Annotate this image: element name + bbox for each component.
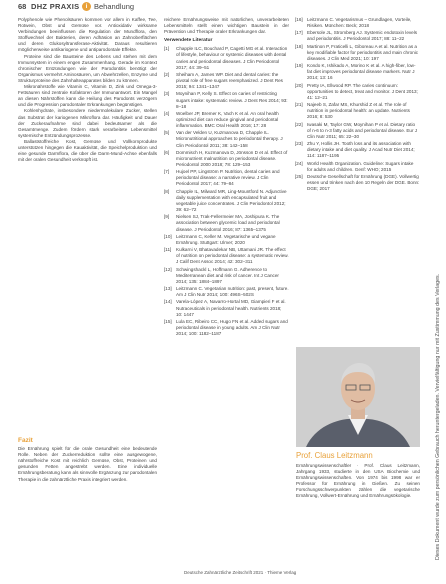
column-3 [295,17,420,193]
copyright-sidebar [427,60,441,560]
reference-item [164,319,289,337]
fazit-text: Die Ernährung spielt für die orale Gesundheit eine bedeutende Rolle. Neben der Zuckerreduktion sollte eine ausgewogene, nährstoffreiche Kost mit reichlich Gemüse, Obst, Proteinen und gesunden Fetten angestrebt werden. Eine individuelle Ernährungsberatung kann als sinnvolle Ergänzung zur parodontalen Therapie in die zahnärztliche Praxis integriert werden. [18,446,157,482]
reference-number: [17] [295,30,303,36]
reference-item [295,44,420,62]
reference-text: Kondo K, Ishikado A, Morino K et al. A high-fiber, low-fat diet improves periodontal disease markers. Nutr J 2014; 13: 16 [307,63,416,81]
reference-item [164,189,289,213]
reference-number: [16] [295,17,303,22]
reference-number: [25] [295,173,303,179]
info-logo-icon: i [82,2,91,11]
reference-number: [8] [164,188,170,194]
reference-text: Leitzmann C, Keller M. Vegetarische und vegane Ernährung. Stuttgart: Ulmer; 2020 [176,233,276,245]
reference-item [164,299,289,317]
reference-text: World Health Organization. Guideline: Sugars intake for adults and children. Genf: WHO; 2015 [307,160,414,172]
author-portrait-image [296,347,420,447]
reference-number: [11] [164,247,172,253]
reference-text: Woelber JP, Bremer K, Vach K et al. An oral health optimized diet can reduce gingival and periodontal inflammation. BMC Oral Health 2016; 17: 28 [176,110,279,129]
paragraph: Proteine sind die Bausteine des Lebens und stehen mit dem Immunsystem in einem engen Zusammenhang. Gerade im Kontext chronischer Entzündungen wie der Parodontitis benötigt der Organismus vermehrt Aminosäuren, um Abwehrzellen, Enzyme und Strukturproteine des Zahnhalteapparates bilden zu können. [18,53,157,83]
section-label: Behandlung [94,2,135,11]
reference-text: Chapple IL, Milward MR, Ling-Mountford N. Adjunctive daily supplementation with encapsulated fruit and vegetable juice concentrates. J Clin Periodontol 2012; 39: 62–72 [176,188,287,213]
paragraph: reichere Ernährungsweise mit natürlichen, unverarbeiteten Lebensmitteln stellt einen wichtigen Baustein in der Prävention und Therapie oraler Erkrankungen dar. [164,17,289,35]
reference-number: [14] [164,299,172,305]
reference-text: Hujoel PP, Lingström P. Nutrition, dental caries and periodontal disease: a narrative review. J Clin Periodontol 2017; 44: 79–84 [176,169,280,187]
reference-item [164,286,289,298]
fazit-heading: Fazit [18,437,33,444]
paragraph: Mikronährstoffe wie Vitamin C, Vitamin D, Zink und Omega-3-Fettsäuren sind zentrale Kofaktoren der Immunantwort. Ein Mangel an diesen Nährstoffen kann die Heilung des Parodonts verzögern und die Progression parodontaler Erkrankungen begünstigen. [18,84,157,108]
page-header [0,0,446,14]
author-photo [296,347,420,447]
reference-number: [7] [164,169,170,175]
reference-number: [9] [164,214,170,220]
reference-item [164,214,289,232]
reference-text: Kulkarni V, Bhatavadekar NB, Uttamani JR. The effect of nutrition on periodontal disease: a systematic review. J Calif Dent Assoc 2014; 42: 302–311 [176,247,289,265]
column-1 [18,17,157,163]
reference-item [295,174,420,192]
reference-item [295,102,420,120]
reference-text: Nielsen SJ, Trak-Fellermeier MA, Joshipura K. The association between glycemic load and periodontal disease. J Periodontol 2016; 87: 1365–1375 [176,214,280,232]
paragraph: Kohlenhydrate, insbesondere niedermolekulare Zucker, stellen das Substrat der kariogenen Mikroflora dar. Häufigkeit und Dauer der Zuckeraufnahme sind dabei bedeutsamer als die Gesamtmenge. Zudem fördern stark verarbeitete Lebensmittel systemische Entzündungsprozesse. [18,108,157,138]
reference-item [164,169,289,187]
reference-text: Martinon P, Fraticelli L, Giboreau A et al. Nutrition as a key modifiable factor for periodontitis and main chronic diseases. J Clin Med 2021; 10: 197 [307,43,419,61]
reference-item [164,247,289,265]
reference-text: Leitzmann C. Vegetarismus – Grundlagen, Vorteile, Risiken. München: Beck; 2018 [307,17,412,29]
reference-item [164,267,289,285]
reference-number: [22] [295,121,303,127]
fazit-section [18,438,157,483]
column-2 [164,17,289,338]
reference-text: Varela-López A, Navarro-Hortal MD, Giampieri F et al. Nutraceuticals in periodontal health. Nutrients 2018; 10: 1447 [176,299,286,317]
reference-text: Najeeb S, Zafar MS, Khurshid Z et al. The role of nutrition in periodontal health: an update. Nutrients 2016; 8: 530 [307,102,410,120]
reference-item [164,130,289,148]
reference-number: [19] [295,63,303,69]
paragraph: Polyphenole wie Phenolsäuren kommen vor allem in Kaffee, Tee, Rotwein, Obst und Gemüse vor. Antioxidativ wirksame Verbindungen beeinflussen die Regulation der Mundflora, den Stoffwechsel der Bakterien, deren Adhäsion an Zahnoberflächen und deren Glukosyltransferase-Aktivität. Daraus resultieren möglicherweise antikariogene und antiparodontale Effekte. [18,17,157,53]
reference-text: Iwasaki M, Taylor GW, Moynihan P et al. Dietary ratio of n-6 to n-3 fatty acids and periodontal disease. Eur J Clin Nutr 2011; 65: 22–30 [307,121,418,139]
reference-number: [10] [164,233,172,239]
reference-text: Sheiham A, James WP. Diet and dental caries: the pivotal role of free sugars reemphasized. J Dent Res 2015; 94: 1341–1347 [176,71,283,90]
references-heading: Verwendete Literatur [164,38,213,44]
author-name: Prof. Claus Leitzmann [296,451,373,460]
reference-text: Deutsche Gesellschaft für Ernährung (DGE). Vollwertig essen und trinken nach den 10 Regeln der DGE. Bonn: DGE; 2017 [307,173,420,192]
reference-item [295,17,420,29]
reference-text: Leitzmann C. Vegetarian nutrition: past, present, future. Am J Clin Nutr 2014; 100: 496S–502S [176,286,289,298]
reference-item [164,46,289,70]
reference-number: [18] [295,43,303,49]
reference-number: [2] [164,71,170,77]
reference-item [295,30,420,42]
reference-number: [15] [164,318,172,324]
reference-list [295,17,420,192]
reference-item [295,161,420,173]
reference-number: [1] [164,46,170,52]
author-bio: Ernährungswissenschaftler · Prof. Claus Leitzmann, Jahrgang 1933, studierte in den USA Biochemie und Ernährungswissenschaften. Von 1974 bis 1998 war er Professor für Ernährung in Gießen. Zu seinen Forschungsschwerpunkten zählen die vegetarische Ernährung, Vollwert-Ernährung und Ernährungsökologie. [296,463,420,499]
reference-item [295,122,420,140]
reference-number: [20] [295,82,303,88]
reference-item [164,91,289,109]
reference-number: [24] [295,160,303,166]
reference-item [164,72,289,90]
reference-number: [23] [295,141,303,147]
reference-number: [12] [164,266,172,272]
page-number: 68 [18,2,27,11]
reference-item [164,150,289,168]
reference-text: Moynihan P, Kelly S. Effect on caries of restricting sugars intake: systematic review. J Dent Res 2014; 93: 8–18 [176,91,288,109]
reference-number: [13] [164,286,172,292]
reference-text: Zhu Y, Hollis JH. Tooth loss and its association with dietary intake and diet quality. J Acad Nutr Diet 2014; 114: 1187–1195 [307,141,415,159]
reference-number: [6] [164,149,170,155]
reference-item [295,141,420,159]
page-footer: Deutsche Zahnärztliche Zeitschrift 2021 · Thieme Verlag [184,570,297,575]
reference-text: Van der Velden U, Kuzmanova D, Chapple IL. Micronutritional approaches to periodontal therapy. J Clin Periodontol 2011; 38: 142–158 [176,130,283,148]
reference-text: Pretty IA, Ellwood RP. The caries continuum: opportunities to detect, treat and monitor. J Dent 2013; 41: 12–21 [307,82,418,100]
reference-text: Dommisch H, Kuzmanova D, Jönsson D et al. Effect of micronutrient malnutrition on periodontal disease. Periodontol 2000 2018; 78: 129–153 [176,149,288,167]
reference-item [164,234,289,246]
reference-text: Chapple ILC, Bouchard P, Cagetti MG et al. Interaction of lifestyle, behaviour or systemic diseases with dental caries and periodontal diseases. J Clin Periodontol 2017; 44: 39–51 [176,46,288,70]
reference-number: [3] [164,91,170,97]
reference-item [295,83,420,101]
reference-number: [21] [295,102,303,108]
reference-number: [5] [164,130,170,136]
reference-text: Ebersole JL, Stromberg AJ. Systemic endotoxin levels and periodontitis. J Periodontol 2017; 88: 11–22 [307,30,418,42]
reference-text: Schwingshackl L, Hoffmann G. Adherence to Mediterranean diet and risk of cancer. Int J Cancer 2014; 135: 1884–1897 [176,266,279,284]
paragraph: Ballaststoffreiche Kost, Gemüse und Vollkornprodukte unterstützen hingegen die Kauaktivität, die Speichelproduktion und eine gesunde Darmflora, die über die Darm-Mund-Achse ebenfalls mit der oralen Gesundheit verknüpft ist. [18,138,157,163]
reference-item [164,111,289,129]
reference-text: Lula EC, Ribeiro CC, Hugo FN et al. Added sugars and periodontal disease in young adults. Am J Clin Nutr 2014; 100: 1182–1187 [176,318,288,337]
sidebar-text: Dieses Dokument wurde zum persönlichen Gebrauch heruntergeladen. Vervielfältigung nur mit Zustimmung des Verlages. [435,273,441,560]
journal-title: DHZ PRAXIS [31,2,80,11]
reference-item [295,63,420,81]
reference-number: [4] [164,110,170,116]
reference-list [164,46,289,337]
